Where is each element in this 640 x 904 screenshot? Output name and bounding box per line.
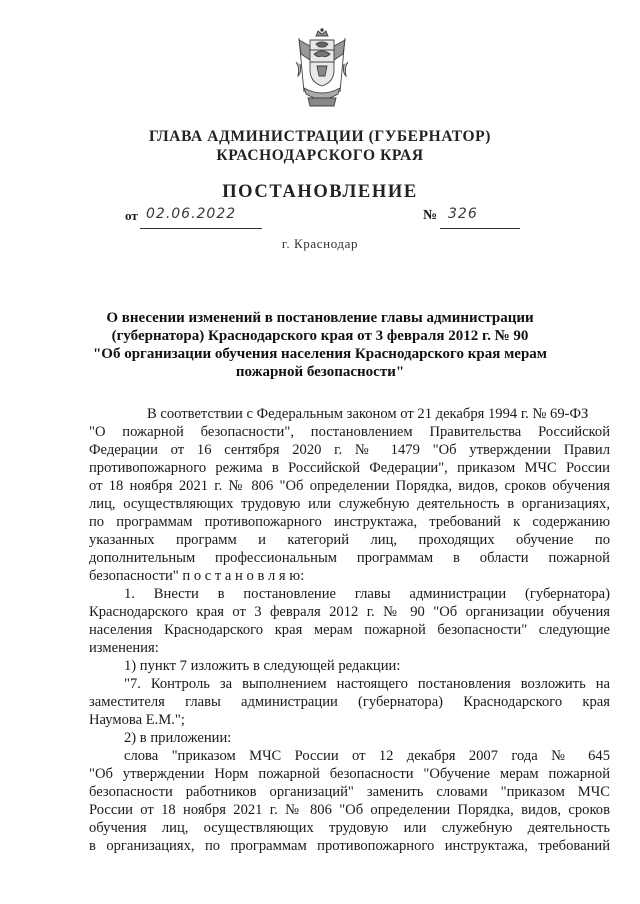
- body-line: обучения лиц, осуществляющих трудовую или служебную деятельность: [89, 820, 610, 836]
- body-line: по программам противопожарного инструктажа, требований к содержанию: [89, 514, 610, 530]
- body-line: слова "приказом МЧС России от 12 декабря 2007 года № 645: [124, 748, 610, 764]
- body-line: 2) в приложении:: [124, 730, 232, 746]
- body-line: 1) пункт 7 изложить в следующей редакции:: [124, 658, 401, 674]
- city-line: г. Краснодар: [281, 236, 359, 251]
- date-label: от: [125, 208, 138, 223]
- number-value: 326: [448, 206, 478, 222]
- body-line: от 18 ноября 2021 г. № 806 "Об определении Порядка, видов, сроков обучения: [89, 478, 610, 494]
- body-line: "О пожарной безопасности", постановлением Правительства Российской: [89, 424, 610, 440]
- body-line: в организациях, по программам противопожарного инструктажа, требований: [89, 838, 610, 854]
- body-line: 1. Внести в постановление главы администрации (губернатора): [124, 586, 610, 602]
- number-underline: [440, 228, 520, 229]
- body-line: Краснодарского края от 3 февраля 2012 г. № 90 "Об организации обучения: [89, 604, 610, 620]
- title-line: пожарной безопасности": [235, 364, 405, 380]
- body-line: лиц, осуществляющих трудовую или служебную деятельность в организациях,: [89, 496, 610, 512]
- body-line: В соответствии с Федеральным законом от 21 декабря 1994 г. № 69-ФЗ: [147, 406, 589, 422]
- body-line: указанных программ и категорий лиц, проходящих обучение по: [89, 532, 610, 548]
- title-line: О внесении изменений в постановление главы администрации: [106, 310, 534, 326]
- date-underline: [140, 228, 262, 229]
- document-type-heading: ПОСТАНОВЛЕНИЕ: [222, 182, 418, 202]
- body-line: населения Краснодарского края мерам пожарной безопасности" следующие: [89, 622, 610, 638]
- body-line: Федерации от 16 сентября 2020 г. № 1479 "Об утверждении Правил: [89, 442, 610, 458]
- title-line: (губернатора) Краснодарского края от 3 февраля 2012 г. № 90: [111, 328, 529, 344]
- coat-of-arms-emblem: [290, 28, 354, 110]
- body-line: "Об утверждении Норм пожарной безопасности "Обучение мерам пожарной: [89, 766, 610, 782]
- title-line: "Об организации обучения населения Краснодарского края мерам: [92, 346, 548, 362]
- authority-name-line1: ГЛАВА АДМИНИСТРАЦИИ (ГУБЕРНАТОР): [149, 128, 491, 145]
- authority-name-line2: КРАСНОДАРСКОГО КРАЯ: [216, 147, 424, 164]
- date-value: 02.06.2022: [146, 206, 237, 222]
- body-line: безопасности работников организаций" заменить словами "приказом МЧС: [89, 784, 610, 800]
- body-line: противопожарного режима в Российской Федерации", приказом МЧС России: [89, 460, 610, 476]
- body-line: дополнительным профессиональным программам в области пожарной: [89, 550, 610, 566]
- body-line: заместителя главы администрации (губернатора) Краснодарского края: [89, 694, 610, 710]
- body-line: Наумова Е.М.";: [89, 712, 185, 728]
- number-label: №: [423, 208, 438, 223]
- body-line: изменения:: [89, 640, 159, 656]
- body-line: безопасности" п о с т а н о в л я ю:: [89, 568, 305, 584]
- body-line: России от 18 ноября 2021 г. № 806 "Об определении Порядка, видов, сроков: [89, 802, 610, 818]
- body-line: "7. Контроль за выполнением настоящего постановления возложить на: [124, 676, 610, 692]
